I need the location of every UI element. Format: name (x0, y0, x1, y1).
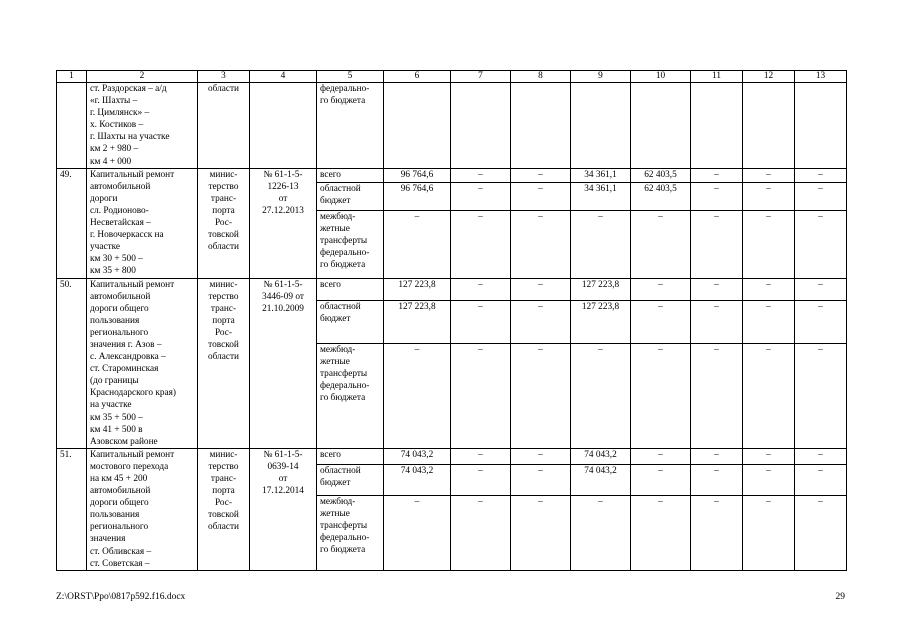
document-ref-line: № 61-1-5- (263, 449, 303, 460)
funding-source (317, 448, 384, 464)
document-ref (250, 83, 317, 169)
value-cell: – (743, 448, 795, 464)
object-name-line: г. Шахты на участке (90, 132, 170, 143)
col-header: 8 (511, 71, 571, 83)
object-name (87, 278, 198, 448)
value-cell: – (691, 495, 743, 570)
value-cell: 62 403,5 (631, 183, 691, 211)
value-cell: – (451, 168, 511, 182)
funding-source-line: го бюджета (320, 96, 366, 107)
object-name-line: х. Костиков – (90, 120, 144, 131)
col-header: 1 (57, 71, 87, 83)
col-header: 11 (691, 71, 743, 83)
document-ref-line: 0639-14 (267, 461, 299, 472)
object-name-line: дороги (90, 193, 118, 204)
funding-source (317, 183, 384, 211)
value-cell: 74 043,2 (571, 464, 631, 495)
customer (198, 168, 250, 278)
value-cell: – (795, 278, 847, 300)
object-name-line: Азовском районе (90, 436, 158, 447)
object-name-line: автомобильной (90, 486, 151, 497)
object-name-line: км 41 + 500 в (90, 424, 143, 435)
funding-source (317, 83, 384, 169)
value-cell (571, 83, 631, 169)
value-cell: – (795, 464, 847, 495)
object-name-line: км 35 + 800 (90, 266, 136, 277)
object-name-line: значения г. Азов – (90, 339, 162, 350)
funding-source-line: областной (320, 184, 361, 195)
customer-line: Рос- (214, 498, 233, 509)
col-header: 12 (743, 71, 795, 83)
value-cell (631, 83, 691, 169)
value-cell: – (795, 495, 847, 570)
value-cell: – (511, 183, 571, 211)
value-cell: – (571, 495, 631, 570)
document-ref-line: 17.12.2014 (262, 486, 304, 497)
value-cell (795, 83, 847, 169)
value-cell: – (451, 300, 511, 343)
value-cell: – (743, 210, 795, 278)
document-ref-line: № 61-1-5- (263, 279, 303, 290)
object-name-line: автомобильной (90, 291, 151, 302)
object-name-line: автомобильной (90, 181, 151, 192)
value-cell: – (451, 210, 511, 278)
document-ref-line: 21.10.2009 (262, 303, 304, 314)
value-cell: – (743, 278, 795, 300)
customer-line: товской (208, 339, 239, 350)
document-ref (250, 168, 317, 278)
object-name-line: ст. Обливская – (90, 546, 152, 557)
object-name-line: регионального (90, 327, 149, 338)
customer-line: транс- (210, 303, 237, 314)
value-cell (384, 83, 451, 169)
value-cell: – (451, 448, 511, 464)
col-header: 6 (384, 71, 451, 83)
customer-line: терство (208, 291, 239, 302)
funding-source (317, 278, 384, 300)
value-cell: – (743, 300, 795, 343)
object-name-line: Краснодарского края) (90, 388, 177, 399)
value-cell: – (511, 210, 571, 278)
object-name-line: на км 45 + 200 (90, 474, 148, 484)
value-cell: – (691, 183, 743, 211)
value-cell: – (631, 448, 691, 464)
value-cell: – (795, 448, 847, 464)
value-cell: – (384, 210, 451, 278)
funding-source (317, 168, 384, 182)
value-cell: 74 043,2 (384, 448, 451, 464)
row-number (57, 83, 87, 169)
funding-source-line: жетные (320, 223, 350, 234)
funding-source-line: бюджет (320, 313, 351, 324)
funding-source-line: областной (320, 465, 361, 476)
funding-source-line: всего (320, 449, 341, 460)
budget-table (56, 70, 847, 571)
value-cell: – (511, 343, 571, 448)
object-name-line: с. Александровка – (90, 352, 166, 363)
value-cell: – (691, 278, 743, 300)
customer-line: терство (208, 461, 239, 472)
value-cell: 127 223,8 (384, 278, 451, 300)
row-number: 50. (57, 278, 87, 448)
document-ref-line: от (278, 474, 288, 484)
value-cell: – (631, 343, 691, 448)
value-cell: – (631, 210, 691, 278)
object-name-line: км 2 + 980 – (90, 144, 139, 155)
object-name-line: дороги общего (90, 498, 149, 509)
object-name-line: (до границы (90, 376, 139, 387)
value-cell: – (691, 343, 743, 448)
object-name-line: ст. Советская – (90, 558, 150, 569)
object-name-line: ст. Староминская (90, 364, 159, 375)
object-name-line: ст. Раздорская – а/д (90, 84, 167, 94)
value-cell: 34 361,1 (571, 168, 631, 182)
value-cell: – (631, 300, 691, 343)
object-name (87, 83, 198, 169)
document-ref (250, 448, 317, 570)
value-cell: – (795, 343, 847, 448)
value-cell: 74 043,2 (384, 464, 451, 495)
value-cell (451, 83, 511, 169)
value-cell (511, 83, 571, 169)
value-cell: – (511, 448, 571, 464)
value-cell: – (691, 168, 743, 182)
funding-source-line: го бюджета (320, 544, 366, 555)
customer-line: порта (212, 315, 235, 326)
customer-line: товской (208, 230, 239, 241)
col-header: 5 (317, 71, 384, 83)
funding-source-line: го бюджета (320, 260, 366, 271)
value-cell: – (511, 278, 571, 300)
value-cell: – (795, 300, 847, 343)
value-cell: – (795, 168, 847, 182)
customer-line: минис- (209, 449, 238, 460)
object-name-line: км 35 + 500 – (90, 412, 143, 423)
object-name-line: км 30 + 500 – (90, 254, 143, 265)
customer-line: порта (212, 486, 235, 497)
funding-source-line: федерально- (320, 248, 370, 259)
funding-source-line: трансферты (320, 369, 368, 380)
value-cell: – (743, 183, 795, 211)
value-cell: – (743, 495, 795, 570)
funding-source-line: го бюджета (320, 393, 366, 404)
value-cell (743, 83, 795, 169)
document-ref-line: № 61-1-5- (263, 169, 303, 180)
customer-line: Рос- (214, 327, 233, 338)
funding-source-line: федерально- (320, 381, 370, 392)
funding-source-line: межбюд- (320, 496, 356, 507)
document-ref-line: от (278, 193, 288, 204)
value-cell: 127 223,8 (384, 300, 451, 343)
col-header: 2 (87, 71, 198, 83)
funding-source-line: бюджет (320, 477, 351, 488)
customer (198, 83, 250, 169)
customer-line: порта (212, 205, 235, 216)
value-cell: – (384, 495, 451, 570)
value-cell: 96 764,6 (384, 183, 451, 211)
page-number: 29 (835, 592, 845, 602)
funding-source-line: бюджет (320, 196, 351, 207)
funding-source (317, 495, 384, 570)
value-cell: – (451, 278, 511, 300)
customer-line: Рос- (214, 218, 233, 229)
customer-line: области (207, 522, 240, 533)
header-row (57, 71, 847, 83)
object-row (57, 168, 847, 182)
value-cell: – (511, 168, 571, 182)
object-name-line: пользования (90, 315, 140, 326)
value-cell: – (691, 464, 743, 495)
value-cell: – (384, 343, 451, 448)
document-ref-line: 1226-13 (267, 181, 299, 192)
object-name-line: значения (90, 534, 126, 545)
funding-source-line: областной (320, 301, 361, 312)
object-name-line: регионального (90, 522, 149, 533)
value-cell (691, 83, 743, 169)
customer (198, 448, 250, 570)
document-ref-line: 27.12.2013 (262, 205, 304, 216)
object-name (87, 168, 198, 278)
value-cell: – (571, 343, 631, 448)
document-ref-line: 3446-09 от (262, 291, 304, 302)
value-cell: – (511, 495, 571, 570)
row-number: 51. (57, 448, 87, 570)
funding-source (317, 464, 384, 495)
funding-source-line: трансферты (320, 235, 368, 246)
object-name-line: Капитальный ремонт (90, 169, 175, 180)
value-cell: – (743, 168, 795, 182)
col-header: 13 (795, 71, 847, 83)
object-name-line: участке (90, 242, 121, 253)
object-name-line: г. Цимлянск» – (90, 108, 150, 119)
object-name-line: сл. Родионово- (90, 205, 149, 216)
value-cell: – (451, 343, 511, 448)
value-cell: – (743, 343, 795, 448)
customer-line: минис- (209, 279, 238, 290)
value-cell: – (451, 183, 511, 211)
value-cell: – (795, 210, 847, 278)
continuation-row (57, 83, 847, 169)
col-header: 9 (571, 71, 631, 83)
object-row (57, 278, 847, 300)
col-header: 10 (631, 71, 691, 83)
object-name (87, 448, 198, 570)
customer-line: минис- (209, 169, 238, 180)
col-header: 4 (250, 71, 317, 83)
funding-source-line: жетные (320, 356, 350, 367)
funding-source (317, 343, 384, 448)
object-name-line: Капитальный ремонт (90, 449, 175, 460)
value-cell: – (511, 464, 571, 495)
col-header: 7 (451, 71, 511, 83)
row-number: 49. (57, 168, 87, 278)
funding-source-line: всего (320, 169, 341, 180)
value-cell: 74 043,2 (571, 448, 631, 464)
customer-line: транс- (210, 193, 237, 204)
funding-source-line: трансферты (320, 520, 368, 531)
value-cell: – (631, 495, 691, 570)
customer (198, 278, 250, 448)
funding-source-line: межбюд- (320, 211, 356, 222)
object-name-line: дороги общего (90, 303, 149, 314)
object-name-line: Капитальный ремонт (90, 279, 175, 290)
funding-source-line: межбюд- (320, 344, 356, 355)
funding-source-line: всего (320, 279, 341, 290)
value-cell: 34 361,1 (571, 183, 631, 211)
value-cell: 127 223,8 (571, 300, 631, 343)
customer-line: терство (208, 181, 239, 192)
funding-source-line: федерально- (320, 84, 370, 94)
value-cell: – (451, 464, 511, 495)
object-name-line: пользования (90, 510, 140, 521)
value-cell: 96 764,6 (384, 168, 451, 182)
value-cell: – (691, 210, 743, 278)
funding-source-line: федерально- (320, 532, 370, 543)
object-name-line: мостового перехода (90, 461, 169, 472)
customer-line: товской (208, 510, 239, 521)
customer-line: области (207, 352, 240, 363)
funding-source (317, 300, 384, 343)
value-cell: – (511, 300, 571, 343)
document-ref (250, 278, 317, 448)
object-name-line: км 4 + 000 (90, 156, 132, 167)
object-name-line: г. Новочеркасск на (90, 230, 164, 241)
value-cell: – (631, 278, 691, 300)
value-cell: – (451, 495, 511, 570)
value-cell: 127 223,8 (571, 278, 631, 300)
col-header: 3 (198, 71, 250, 83)
value-cell: – (631, 464, 691, 495)
value-cell: – (571, 210, 631, 278)
customer-line: области (207, 242, 240, 253)
object-name-line: Несветайская – (90, 218, 151, 229)
value-cell: – (795, 183, 847, 211)
funding-source (317, 210, 384, 278)
footer-filename: Z:\ORST\Ppo\0817p592.f16.docx (56, 592, 186, 602)
value-cell: – (691, 300, 743, 343)
object-row (57, 448, 847, 464)
value-cell: – (691, 448, 743, 464)
customer-line: транс- (210, 474, 237, 484)
object-name-line: «г. Шахты – (90, 96, 138, 107)
value-cell: 62 403,5 (631, 168, 691, 182)
customer-line: области (207, 84, 240, 94)
object-name-line: на участке (90, 400, 132, 411)
funding-source-line: жетные (320, 508, 350, 519)
value-cell: – (743, 464, 795, 495)
